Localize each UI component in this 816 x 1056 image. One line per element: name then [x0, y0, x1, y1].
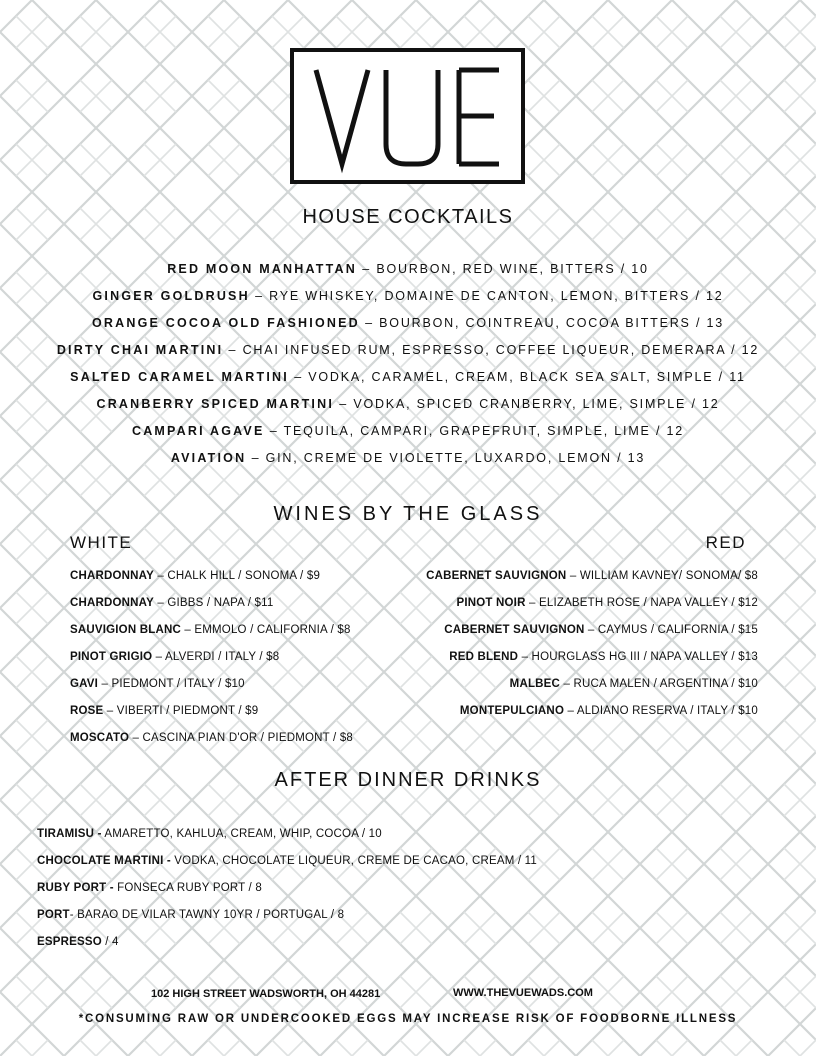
drink-name: ESPRESSO: [37, 936, 102, 948]
cocktail-desc: – TEQUILA, CAMPARI, GRAPEFRUIT, SIMPLE, LIME / 12: [264, 424, 685, 438]
wine-name: PINOT GRIGIO: [70, 651, 153, 663]
cocktail-name: RED MOON MANHATTAN: [167, 262, 358, 276]
red-wine-column-label: RED: [705, 533, 746, 552]
wine-desc: – VIBERTI / PIEDMONT / $9: [103, 705, 259, 717]
drink-desc: VODKA, CHOCOLATE LIQUEUR, CREME DE CACAO, CREAM / 11: [170, 855, 538, 867]
after-dinner-drinks-heading: AFTER DINNER DRINKS: [274, 769, 542, 791]
vue-logo-mark: [294, 52, 521, 180]
after-dinner-item: [37, 882, 262, 894]
cocktail-desc: – RYE WHISKEY, DOMAINE DE CANTON, LEMON, BITTERS / 12: [249, 289, 724, 303]
white-wine-item: [70, 624, 351, 636]
cocktail-name: SALTED CARAMEL MARTINI: [70, 370, 289, 384]
wine-desc: – CHALK HILL / SONOMA / $9: [154, 570, 321, 582]
drink-name: PORT: [37, 909, 70, 921]
white-wine-column-label: WHITE: [70, 533, 133, 552]
cocktail-name: DIRTY CHAI MARTINI: [56, 343, 224, 357]
wine-name: CABERNET SAUVIGNON: [426, 570, 567, 582]
cocktail-name: CRANBERRY SPICED MARTINI: [96, 397, 335, 411]
wine-desc: – CASCINA PIAN D'OR / PIEDMONT / $8: [129, 732, 354, 744]
wine-desc: – RUCA MALEN / ARGENTINA / $10: [560, 678, 758, 690]
wine-name: MALBEC: [509, 678, 561, 690]
white-wine-item: [70, 678, 245, 690]
wine-name: MONTEPULCIANO: [459, 705, 565, 717]
red-wine-item: [449, 651, 758, 663]
wines-by-the-glass-heading: WINES BY THE GLASS: [273, 503, 543, 525]
wine-name: CHARDONNAY: [70, 570, 154, 582]
red-wine-item: [457, 597, 759, 609]
white-wine-item: [70, 651, 279, 663]
red-wine-item: [444, 624, 758, 636]
cocktail-name: ORANGE COCOA OLD FASHIONED: [92, 316, 360, 330]
cocktail-desc: – BOURBON, RED WINE, BITTERS / 10: [357, 262, 649, 276]
cocktail-item: [0, 397, 816, 411]
cocktail-item: [0, 370, 816, 384]
wine-desc: – EMMOLO / CALIFORNIA / $8: [180, 624, 351, 636]
wine-name: ROSE: [70, 705, 104, 717]
wine-desc: – CAYMUS / CALIFORNIA / $15: [584, 624, 758, 636]
red-wine-item: [510, 678, 758, 690]
drink-desc: / 4: [101, 936, 119, 948]
restaurant-address: 102 HIGH STREET WADSWORTH, OH 44281: [151, 988, 381, 1000]
drink-name: RUBY PORT -: [37, 882, 114, 894]
wine-desc: – ALDIANO RESERVA / ITALY / $10: [564, 705, 758, 717]
cocktail-desc: – VODKA, CARAMEL, CREAM, BLACK SEA SALT, SIMPLE / 11: [288, 370, 746, 384]
cocktail-name: AVIATION: [170, 451, 247, 465]
drink-desc: AMARETTO, KAHLUA, CREAM, WHIP, COCOA / 10: [101, 828, 382, 840]
after-dinner-item: [37, 909, 344, 921]
wine-desc: – GIBBS / NAPA / $11: [154, 597, 274, 609]
cocktail-item: [0, 289, 816, 303]
drink-name: CHOCOLATE MARTINI -: [37, 855, 171, 867]
after-dinner-item: [37, 936, 119, 948]
red-wine-item: [426, 570, 758, 582]
food-safety-disclaimer: *CONSUMING RAW OR UNDERCOOKED EGGS MAY INCREASE RISK OF FOODBORNE ILLNESS: [78, 1013, 738, 1025]
wine-desc: – HOURGLASS HG III / NAPA VALLEY / $13: [518, 651, 758, 663]
wine-name: MOSCATO: [70, 732, 130, 744]
cocktail-item: [0, 424, 816, 438]
wine-name: RED BLEND: [449, 651, 519, 663]
cocktail-item: [0, 316, 816, 330]
website-link[interactable]: WWW.THEVUEWADS.COM: [453, 987, 593, 999]
white-wine-item: [70, 732, 353, 744]
wine-name: GAVI: [70, 678, 99, 690]
cocktail-desc: – CHAI INFUSED RUM, ESPRESSO, COFFEE LIQUEUR, DEMERARA / 12: [223, 343, 760, 357]
wine-desc: – ELIZABETH ROSE / NAPA VALLEY / $12: [525, 597, 758, 609]
cocktail-item: [0, 343, 816, 357]
white-wine-item: [70, 570, 320, 582]
house-cocktails-heading: HOUSE COCKTAILS: [302, 206, 514, 228]
cocktail-name: GINGER GOLDRUSH: [92, 289, 250, 303]
wine-name: PINOT NOIR: [456, 597, 526, 609]
cocktail-desc: – BOURBON, COINTREAU, COCOA BITTERS / 13: [359, 316, 724, 330]
after-dinner-item: [37, 828, 382, 840]
wine-name: SAUVIGION BLANC: [70, 624, 181, 636]
drink-desc: - BARAO DE VILAR TAWNY 10YR / PORTUGAL / 8: [69, 909, 345, 921]
after-dinner-item: [37, 855, 537, 867]
red-wine-item: [460, 705, 758, 717]
white-wine-item: [70, 705, 258, 717]
cocktail-desc: – GIN, CREME DE VIOLETTE, LUXARDO, LEMON / 13: [246, 451, 646, 465]
drink-desc: FONSECA RUBY PORT / 8: [113, 882, 262, 894]
vue-logo: [290, 48, 525, 184]
wine-name: CABERNET SAUVIGNON: [444, 624, 585, 636]
cocktail-name: CAMPARI AGAVE: [131, 424, 265, 438]
cocktail-desc: – VODKA, SPICED CRANBERRY, LIME, SIMPLE / 12: [334, 397, 720, 411]
drink-name: TIRAMISU -: [37, 828, 102, 840]
wine-desc: – ALVERDI / ITALY / $8: [152, 651, 280, 663]
wine-desc: – WILLIAM KAVNEY/ SONOMA/ $8: [566, 570, 758, 582]
white-wine-item: [70, 597, 273, 609]
wine-desc: – PIEDMONT / ITALY / $10: [98, 678, 245, 690]
cocktail-item: [0, 262, 816, 276]
wine-name: CHARDONNAY: [70, 597, 154, 609]
cocktail-item: [0, 451, 816, 465]
